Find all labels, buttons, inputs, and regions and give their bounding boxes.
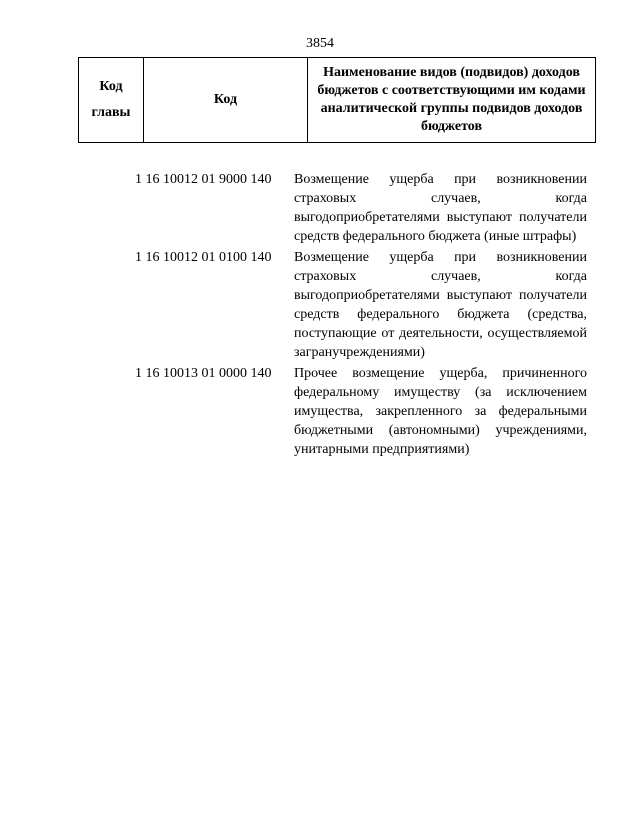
table-row [0,248,640,362]
table-body [0,170,640,461]
table-row [0,170,640,246]
header-code: Код [144,58,308,143]
row-description: Возмещение ущерба при возникновении страховых случаев, когда выгодоприобретателями выступают получатели средств федерального бюджета (средства, поступающие от деятельности, осуществляемой загранучреждениями) [294,250,587,360]
header-chapter-code-line2: главы [91,105,131,120]
table-header [78,57,596,143]
row-description: Возмещение ущерба при возникновении страховых случаев, когда выгодоприобретателями выступают получатели средств федерального бюджета (иные штрафы) [294,172,587,244]
row-code: 1 16 10013 01 0000 140 [135,366,272,381]
table-row [0,364,640,459]
row-code: 1 16 10012 01 0100 140 [135,250,272,265]
header-chapter-code [79,58,144,143]
row-description: Прочее возмещение ущерба, причиненного федеральному имуществу (за исключением имущества, закрепленного за федеральными бюджетными (автономными) учреждениями, унитарными предприятиями) [294,366,587,457]
header-chapter-code-line1: Код [99,79,123,94]
row-code: 1 16 10012 01 9000 140 [135,172,272,187]
page-number: 3854 [306,36,334,51]
header-name: Наименование видов (подвидов) доходов бюджетов с соответствующими им кодами аналитической группы подвидов доходов бюджетов [308,58,596,143]
